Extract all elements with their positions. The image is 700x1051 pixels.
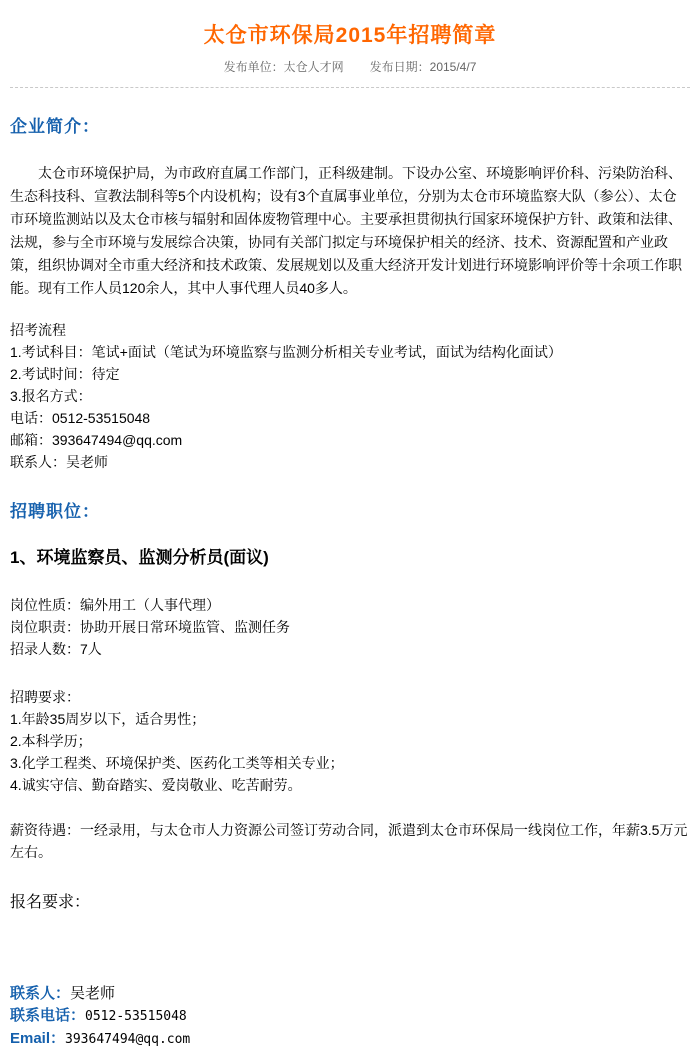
contact-row	[10, 983, 690, 1005]
contact-email-label: Email：	[10, 1030, 66, 1047]
publisher-label: 发布单位：	[223, 60, 284, 74]
exam-process-block	[10, 319, 690, 473]
exam-process-line-email: 邮箱：393647494@qq.com	[10, 432, 183, 448]
application-requirements-heading: 报名要求：	[10, 894, 91, 911]
job-attribute-nature: 岗位性质：编外用工（人事代理）	[10, 597, 220, 613]
exam-process-line-phone: 电话：0512-53515048	[10, 410, 151, 426]
publisher-value: 太仓人才网	[283, 60, 344, 74]
contact-person-value: 吴老师	[70, 985, 116, 1002]
job-requirement-item: 1.年龄35周岁以下，适合男性；	[10, 711, 206, 727]
page-title: 太仓市环保局2015年招聘简章	[203, 24, 497, 47]
job-attribute-duty: 岗位职责：协助开展日常环境监管、监测任务	[10, 619, 290, 635]
job-attributes-block	[10, 594, 690, 660]
exam-process-line: 1.考试科目：笔试+面试（笔试为环境监察与监测分析相关专业考试，面试为结构化面试）	[10, 344, 562, 360]
job-title: 1、环境监察员、监测分析员(面议)	[10, 548, 269, 567]
contact-phone-value: 0512-53515048	[85, 1009, 187, 1024]
contact-block	[10, 983, 690, 1051]
publish-date-value: 2015/4/7	[429, 60, 477, 74]
job-requirements-heading: 招聘要求：	[10, 689, 80, 705]
contact-phone-label: 联系电话：	[10, 1007, 86, 1024]
section-heading-positions: 招聘职位：	[10, 502, 100, 521]
exam-process-line: 2.考试时间：待定	[10, 366, 120, 382]
exam-process-line: 招考流程	[10, 322, 66, 338]
publish-info	[10, 58, 690, 75]
job-attribute-headcount: 招录人数：7人	[10, 641, 102, 657]
job-requirements-block	[10, 686, 690, 796]
job-requirement-item: 4.诚实守信、勤奋踏实、爱岗敬业、吃苦耐劳。	[10, 777, 302, 793]
company-intro-paragraph: 太仓市环境保护局，为市政府直属工作部门，正科级建制。下设办公室、环境影响评价科、污染防治科、生态科技科、宣教法制科等5个内设机构；设有3个直属事业单位，分别为太仓市环境监察大队（参公）、太仓市环境监测站以及太仓市核与辐射和固体废物管理中心。主要承担贯彻执行国家环境保护方针、政策和法律、法规，参与全市环境与发展综合决策，协同有关部门拟定与环境保护相关的经济、技术、资源配置和产业政策，组织协调对全市重大经济和技术政策、发展规划以及重大经济开发计划进行环境影响评价等十余项工作职能。现有工作人员120余人，其中人事代理人员40多人。	[10, 165, 682, 296]
exam-process-line: 3.报名方式：	[10, 388, 92, 404]
dashed-divider	[10, 87, 690, 88]
job-requirement-item: 3.化学工程类、环境保护类、医药化工类等相关专业；	[10, 755, 344, 771]
contact-email-value: 393647494@qq.com	[65, 1032, 191, 1047]
exam-process-line-contact: 联系人：吴老师	[10, 454, 108, 470]
contact-row	[10, 1028, 690, 1051]
salary-paragraph: 薪资待遇：一经录用，与太仓市人力资源公司签订劳动合同，派遣到太仓市环保局一线岗位工作，年薪3.5万元左右。	[10, 822, 688, 860]
section-heading-company-intro: 企业简介：	[10, 117, 100, 136]
publish-date-label: 发布日期：	[369, 60, 430, 74]
contact-row	[10, 1005, 690, 1028]
contact-person-label: 联系人：	[10, 985, 71, 1002]
job-requirement-item: 2.本科学历；	[10, 733, 92, 749]
